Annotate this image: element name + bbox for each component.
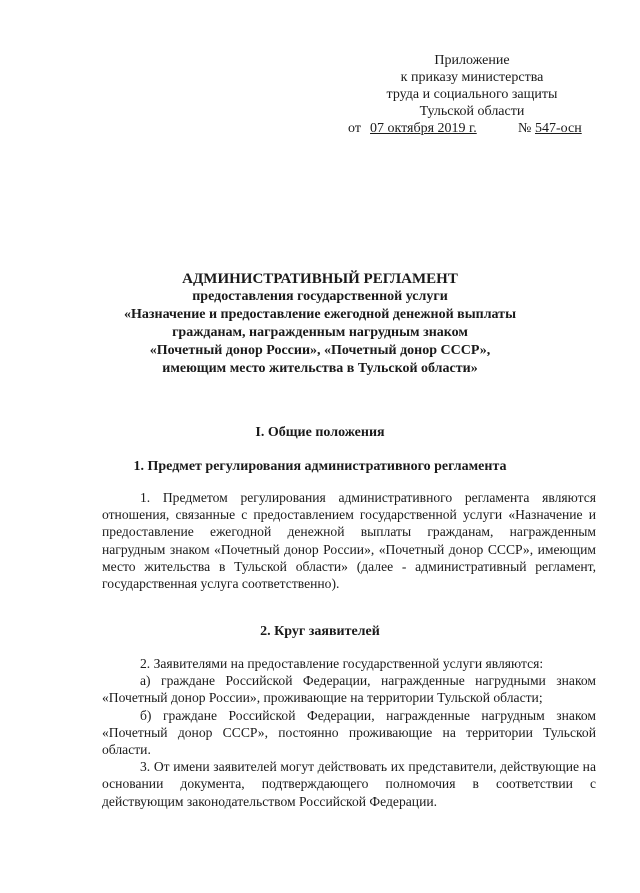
section-1-subheading: 1. Предмет регулирования административного регламента: [133, 459, 507, 474]
number-prefix: №: [518, 121, 532, 136]
appendix-line-2: к приказу министерства: [400, 70, 544, 85]
appendix-line-1: Приложение: [434, 53, 510, 68]
section-1-heading: I. Общие положения: [255, 425, 385, 440]
regulation-title: [60, 270, 580, 378]
order-date: 07 октября 2019 г.: [370, 121, 477, 136]
title-line-6: имеющим место жительства в Тульской области»: [162, 361, 478, 376]
order-number: 547-осн: [535, 121, 582, 136]
section-2-heading: 2. Круг заявителей: [260, 624, 380, 639]
date-prefix: от: [348, 121, 361, 136]
section-2-body: [102, 655, 596, 810]
title-line-2: предоставления государственной услуги: [192, 289, 448, 304]
paragraph-2: 2. Заявителями на предоставление государственной услуги являются:: [140, 656, 544, 671]
order-date-row: [342, 120, 602, 138]
paragraph-1: 1. Предметом регулирования административного регламента являются отношения, связанные с предоставлением государственной услуги «Назначение и предоставление ежегодной денежной выплаты гражданам, награжденным нагрудным знаком «Почетный донор России», «Почетный донор СССР», имеющим место жительства в Тульской области» (далее - административный регламент, государственная услуга соответственно).: [102, 490, 596, 592]
appendix-line-3: труда и социального защиты: [386, 87, 558, 102]
appendix-line-4: Тульской области: [419, 104, 525, 119]
section-1-paragraph: [102, 489, 596, 592]
title-line-5: «Почетный донор России», «Почетный донор СССР»,: [149, 343, 491, 358]
title-line-4: гражданам, награжденным нагрудным знаком: [172, 325, 468, 340]
paragraph-3: 3. От имени заявителей могут действовать их представители, действующие на основании документа, подтверждающего полномочия в соответствии с действующим законодательством Российской Федерации.: [102, 759, 596, 809]
document-title: АДМИНИСТРАТИВНЫЙ РЕГЛАМЕНТ: [182, 271, 458, 287]
paragraph-2b: б) граждане Российской Федерации, награжденные нагрудным знаком «Почетный донор СССР», постоянно проживающие на территории Тульской области.: [102, 707, 596, 758]
paragraph-2a: а) граждане Российской Федерации, награжденные нагрудными знаком «Почетный донор России», проживающие на территории Тульской области;: [102, 673, 596, 706]
title-line-3: «Назначение и предоставление ежегодной денежной выплаты: [124, 307, 516, 322]
appendix-block: [342, 52, 602, 138]
